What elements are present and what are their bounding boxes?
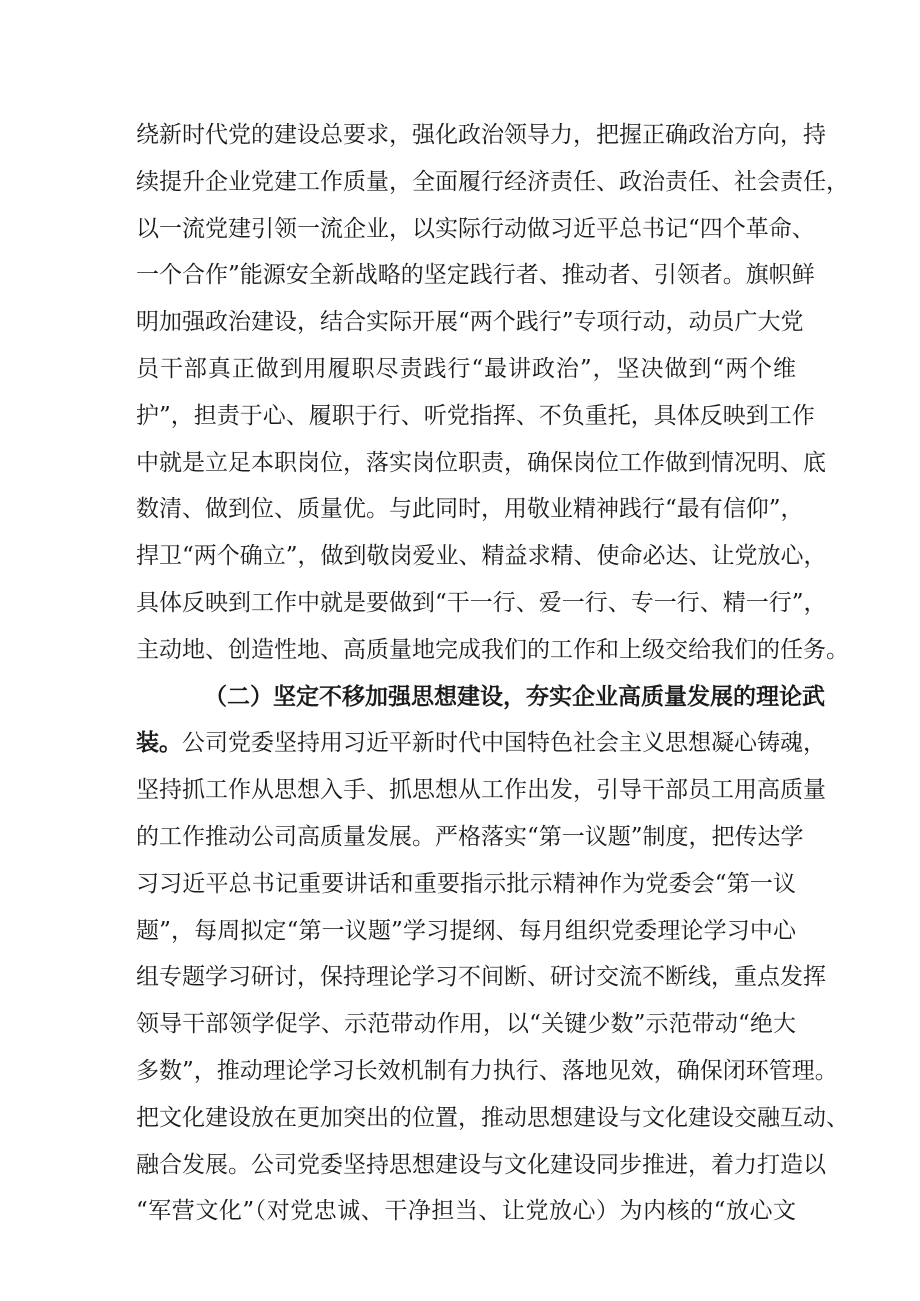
text-line: [136, 908, 796, 955]
text-segment: 续提升企业党建工作质量，全面履行经济责任、政治责任、社会责任，: [136, 168, 849, 195]
text-line: [136, 627, 849, 674]
text-segment: 绕新时代党的建设总要求，强化政治领导力，把握正确政治方向，持: [136, 122, 826, 148]
text-segment: 以一流党建引领一流企业，以实际行动做习近平总书记“四个革命、: [136, 215, 815, 242]
text-line: [136, 299, 804, 346]
text-line: [136, 533, 827, 580]
text-line: [136, 720, 826, 767]
body-text: [136, 112, 849, 1235]
text-segment: “军营文化”（对党忠诚、干净担当、让党放心）为内核的“放心文: [136, 1198, 796, 1225]
text-line: [136, 861, 796, 908]
text-segment: 坚持抓工作从思想入手、抓思想从工作出发，引导干部员工用高质量: [136, 777, 826, 804]
text-line: [136, 767, 826, 814]
text-segment: 习习近平总书记重要讲话和重要指示批示精神作为党委会“第一议: [136, 870, 796, 897]
text-line: [136, 206, 815, 253]
text-segment: 公司党委坚持用习近平新时代中国特色社会主义思想凝心铸魂，: [182, 730, 826, 757]
text-line: [136, 1001, 796, 1048]
text-segment: 中就是立足本职岗位，落实岗位职责，确保岗位工作做到情况明、底: [136, 449, 826, 476]
text-line: [136, 814, 804, 861]
text-line: [136, 954, 826, 1001]
text-segment: 捍卫“两个确立”，做到敬岗爱业、精益求精、使命必达、让党放心，: [136, 543, 827, 570]
text-segment: 护”，担责于心、履职于行、听党指挥、不负重托，具体反映到工作: [136, 402, 815, 429]
text-segment: 数清、做到位、质量优。与此同时，用敬业精神践行“最有信仰”，: [136, 496, 804, 523]
text-line: [136, 1095, 849, 1142]
text-line: [136, 159, 849, 206]
text-line: [136, 674, 825, 721]
text-segment: 员干部真正做到用履职尽责践行“最讲政治”，坚决做到“两个维: [136, 355, 796, 382]
text-segment: 把文化建设放在更加突出的位置，推动思想建设与文化建设交融互动、: [136, 1104, 849, 1131]
text-line: [136, 1142, 826, 1189]
bold-text-segment: （二）坚定不移加强思想建设，夯实企业高质量发展的理论武: [204, 682, 825, 710]
text-line: [136, 440, 826, 487]
text-line: [136, 486, 804, 533]
text-segment: 题”，每周拟定“第一议题”学习提纲、每月组织党委理论学习中心: [136, 917, 796, 944]
text-line: [136, 1188, 796, 1235]
text-line: [136, 1048, 838, 1095]
text-segment: 组专题学习研讨，保持理论学习不间断、研讨交流不断线，重点发挥: [136, 964, 826, 991]
text-line: [136, 580, 827, 627]
text-segment: 明加强政治建设，结合实际开展“两个践行”专项行动，动员广大党: [136, 309, 804, 336]
text-segment: 主动地、创造性地、高质量地完成我们的工作和上级交给我们的任务。: [136, 636, 849, 663]
text-line: [136, 252, 815, 299]
text-segment: 领导干部领学促学、示范带动作用，以“关键少数”示范带动“绝大: [136, 1011, 796, 1038]
text-segment: 具体反映到工作中就是要做到“干一行、爱一行、专一行、精一行”，: [136, 589, 827, 616]
text-line: [136, 393, 815, 440]
text-segment: 多数”，推动理论学习长效机制有力执行、落地见效，确保闭环管理。: [136, 1057, 838, 1084]
text-line: [136, 112, 826, 159]
text-line: [136, 346, 796, 393]
text-segment: 融合发展。公司党委坚持思想建设与文化建设同步推进，着力打造以: [136, 1151, 826, 1178]
text-segment: 的工作推动公司高质量发展。严格落实“第一议题”制度，把传达学: [136, 823, 804, 850]
bold-text-segment: 装。: [136, 729, 182, 757]
text-segment: 一个合作”能源安全新战略的坚定践行者、推动者、引领者。旗帜鲜: [136, 262, 815, 289]
